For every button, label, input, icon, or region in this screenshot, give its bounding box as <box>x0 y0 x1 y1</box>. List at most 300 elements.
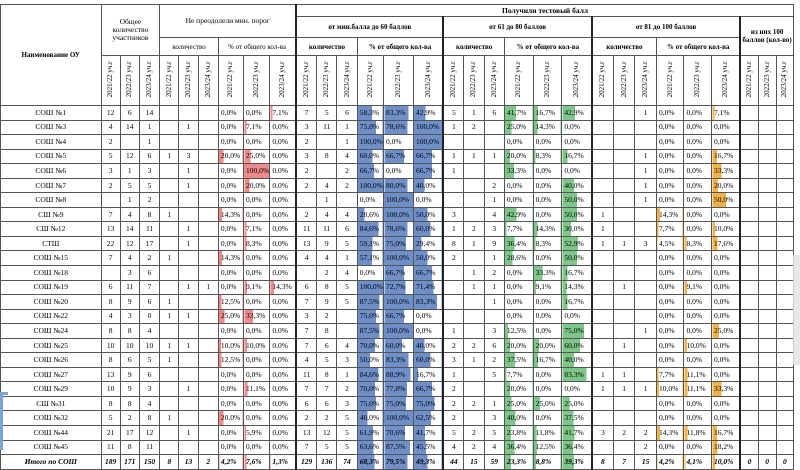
year-label: 2022/23 уч.г <box>693 61 702 98</box>
percent-cell: 0,0% <box>270 411 296 426</box>
percent-cell: 0,0% <box>656 295 684 310</box>
count-cell: 1 <box>484 251 504 266</box>
percent-cell: 25,0% <box>562 396 592 411</box>
percent-cell: 8,3% <box>244 236 270 251</box>
percent-cell: 0,0% <box>270 149 296 164</box>
percent-cell: 17,6% <box>712 236 741 251</box>
count-cell <box>179 251 198 266</box>
percent-cell: 42,9% <box>413 106 443 121</box>
count-cell: 8 <box>592 455 614 470</box>
count-cell <box>198 396 218 411</box>
count-cell <box>592 295 614 310</box>
count-cell <box>776 193 793 208</box>
percent-cell: 0,0% <box>712 411 741 426</box>
percent-cell: 11,1% <box>244 382 270 397</box>
count-cell <box>776 207 793 222</box>
count-cell: 4 <box>337 338 357 353</box>
count-cell <box>613 120 635 135</box>
count-cell: 3 <box>179 149 198 164</box>
count-cell <box>464 251 484 266</box>
year-label: 2023/24 уч.г <box>780 61 789 98</box>
percent-cell: 0,0% <box>656 120 684 135</box>
percent-cell: 0,0% <box>684 295 712 310</box>
count-cell <box>198 236 218 251</box>
school-name: СШ №9 <box>1 207 102 222</box>
count-cell: 14 <box>120 222 139 237</box>
percent-cell: 25,0% <box>244 149 270 164</box>
count-cell: 8 <box>317 280 337 295</box>
percent-cell: 58,3% <box>357 106 383 121</box>
percent-cell: 0,0% <box>218 193 243 208</box>
year-label: 2023/24 уч.г <box>145 61 154 98</box>
count-cell: 2 <box>337 382 357 397</box>
percent-cell: 1,3% <box>270 455 296 470</box>
table-row <box>1 367 794 382</box>
count-cell <box>592 280 614 295</box>
count-cell <box>198 353 218 368</box>
percent-cell: 0,0% <box>533 324 562 339</box>
percent-cell: 28,6% <box>357 207 383 222</box>
percent-cell: 36,4% <box>504 236 533 251</box>
count-cell: 4 <box>120 251 139 266</box>
year-header-y3 <box>635 56 657 106</box>
percent-cell: 60,0% <box>413 353 443 368</box>
count-cell <box>613 193 635 208</box>
count-cell <box>758 164 776 179</box>
table-row <box>1 266 794 281</box>
percent-cell: 66,7% <box>413 382 443 397</box>
year-header-y2 <box>758 56 776 106</box>
count-cell <box>484 164 504 179</box>
count-cell <box>160 426 179 441</box>
count-cell <box>592 338 614 353</box>
percent-cell: 0,0% <box>244 207 270 222</box>
year-label: 2023/24 уч.г <box>203 61 212 98</box>
percent-cell: 0,0% <box>218 120 243 135</box>
percent-cell: 14,3% <box>218 207 243 222</box>
count-cell <box>740 396 758 411</box>
percent-cell: 41,7% <box>504 106 533 121</box>
got-score-header: Получили тестовый балл <box>296 5 793 17</box>
percent-cell: 0,0% <box>712 135 741 150</box>
percent-cell: 0,0% <box>562 120 592 135</box>
percent-cell: 23,8% <box>504 426 533 441</box>
count-cell: 15 <box>635 455 657 470</box>
count-cell: 1 <box>160 353 179 368</box>
percent-cell: 0,0% <box>270 236 296 251</box>
count-cell: 11 <box>101 440 120 455</box>
table-row <box>1 324 794 339</box>
count-cell: 1 <box>592 382 614 397</box>
count-cell <box>613 324 635 339</box>
count-cell: 8 <box>120 396 139 411</box>
count-cell: 9 <box>484 236 504 251</box>
percent-cell: 23,3% <box>504 455 533 470</box>
count-cell <box>613 251 635 266</box>
year-header-y3 <box>198 56 218 106</box>
percent-cell: 33,3% <box>712 382 741 397</box>
percent-cell: 0,0% <box>504 280 533 295</box>
percent-cell: 88,9% <box>384 367 414 382</box>
count-cell: 1 <box>635 382 657 397</box>
count-cell: 8 <box>317 367 337 382</box>
percent-cell: 0,0% <box>684 353 712 368</box>
count-cell: 3 <box>484 222 504 237</box>
count-cell: 1 <box>613 382 635 397</box>
count-cell <box>296 266 316 281</box>
count-cell <box>464 295 484 310</box>
year-header-y3 <box>337 56 357 106</box>
percent-cell: 71,4% <box>413 280 443 295</box>
school-name: СОШ №29 <box>1 382 102 397</box>
count-cell: 7 <box>101 251 120 266</box>
percent-cell: 61,9% <box>357 426 383 441</box>
table-row <box>1 338 794 353</box>
count-cell <box>198 324 218 339</box>
count-cell <box>635 367 657 382</box>
count-cell <box>635 251 657 266</box>
range2-pct-header: % от общего кол-ва <box>504 38 591 56</box>
count-cell <box>776 324 793 339</box>
percent-cell: 0,0% <box>712 251 741 266</box>
year-label: 2021/22 уч.г <box>164 61 173 98</box>
count-cell <box>740 353 758 368</box>
count-cell <box>758 396 776 411</box>
count-cell: 0 <box>139 309 159 324</box>
school-name: СОШ №32 <box>1 411 102 426</box>
count-cell: 12 <box>101 106 120 121</box>
count-cell <box>198 149 218 164</box>
percent-cell: 0,0% <box>656 411 684 426</box>
percent-cell: 0,0% <box>684 309 712 324</box>
count-cell <box>592 106 614 121</box>
count-cell: 1 <box>337 251 357 266</box>
percent-cell: 36,4% <box>562 440 592 455</box>
count-cell: 5 <box>317 353 337 368</box>
count-cell: 6 <box>337 106 357 121</box>
range2-header: от 61 до 80 баллов <box>443 17 591 38</box>
school-name: СОШ №22 <box>1 309 102 324</box>
count-cell <box>179 207 198 222</box>
school-name: СТШ <box>1 236 102 251</box>
percent-cell: 7,6% <box>244 455 270 470</box>
count-cell: 2 <box>296 135 316 150</box>
count-cell: 4 <box>139 396 159 411</box>
count-cell: 8 <box>101 324 120 339</box>
range2-count-header: количество <box>443 38 504 56</box>
count-cell: 2 <box>443 338 463 353</box>
percent-cell: 0,0% <box>504 266 533 281</box>
count-cell: 8 <box>317 324 337 339</box>
count-cell <box>635 353 657 368</box>
year-label: 2021/22 уч.г <box>365 61 374 98</box>
percent-cell: 0,0% <box>270 338 296 353</box>
count-cell: 4 <box>120 207 139 222</box>
percent-cell: 0,0% <box>270 135 296 150</box>
percent-cell: 66,7% <box>413 266 443 281</box>
count-cell: 1 <box>635 324 657 339</box>
percent-cell: 0,0% <box>218 440 243 455</box>
count-cell: 9 <box>120 367 139 382</box>
count-cell <box>776 149 793 164</box>
count-cell <box>635 207 657 222</box>
year-header-y1 <box>296 56 316 106</box>
percent-cell: 16,7% <box>562 149 592 164</box>
count-cell <box>592 309 614 324</box>
count-cell: 4 <box>317 251 337 266</box>
count-cell: 6 <box>296 396 316 411</box>
count-cell: 13 <box>296 426 316 441</box>
percent-cell: 0,0% <box>218 164 243 179</box>
count-cell: 5 <box>317 106 337 121</box>
percent-cell: 7,1% <box>244 222 270 237</box>
school-name: СОШ №45 <box>1 440 102 455</box>
school-name: СОШ №27 <box>1 367 102 382</box>
percent-cell: 84,6% <box>357 367 383 382</box>
percent-cell: 60,0% <box>357 149 383 164</box>
count-cell: 11 <box>296 222 316 237</box>
percent-cell: 100,0% <box>357 280 383 295</box>
count-cell: 5 <box>443 106 463 121</box>
percent-cell: 75,0% <box>413 396 443 411</box>
percent-cell: 4,5% <box>656 236 684 251</box>
year-label: 2022/23 уч.г <box>252 61 261 98</box>
count-cell <box>758 207 776 222</box>
count-cell: 2 <box>464 338 484 353</box>
count-cell: 1 <box>464 236 484 251</box>
count-cell <box>776 295 793 310</box>
percent-cell: 9,1% <box>684 280 712 295</box>
count-cell <box>120 135 139 150</box>
count-cell <box>613 266 635 281</box>
percent-cell: 84,6% <box>357 222 383 237</box>
count-cell <box>160 193 179 208</box>
count-cell: 1 <box>484 193 504 208</box>
percent-cell: 16,7% <box>712 426 741 441</box>
school-name: СОШ №24 <box>1 324 102 339</box>
count-cell <box>740 135 758 150</box>
percent-cell: 0,0% <box>270 120 296 135</box>
year-label: 2022/23 уч.г <box>469 61 478 98</box>
percent-cell: 0,0% <box>270 178 296 193</box>
count-cell <box>740 411 758 426</box>
percent-cell: 0,0% <box>413 309 443 324</box>
school-name: СОШ №5 <box>1 149 102 164</box>
percent-cell: 41,7% <box>413 426 443 441</box>
percent-cell: 66,7% <box>384 266 414 281</box>
count-cell <box>740 193 758 208</box>
count-cell: 17 <box>139 236 159 251</box>
count-cell: 2 <box>317 309 337 324</box>
count-cell: 1 <box>160 338 179 353</box>
count-cell: 3 <box>101 164 120 179</box>
count-cell: 1 <box>139 120 159 135</box>
table-row <box>1 207 794 222</box>
count-cell: 7 <box>139 280 159 295</box>
count-cell <box>198 251 218 266</box>
percent-cell: 0,0% <box>244 135 270 150</box>
count-cell: 1 <box>160 411 179 426</box>
count-cell <box>198 222 218 237</box>
count-cell: 150 <box>139 455 159 470</box>
count-cell: 8 <box>317 149 337 164</box>
count-cell <box>740 178 758 193</box>
percent-cell: 0,0% <box>270 251 296 266</box>
count-cell: 1 <box>160 251 179 266</box>
table-row <box>1 309 794 324</box>
count-cell: 6 <box>484 338 504 353</box>
table-row <box>1 193 794 208</box>
count-cell <box>317 164 337 179</box>
count-cell: 1 <box>160 295 179 310</box>
percent-cell: 0,0% <box>712 309 741 324</box>
count-cell <box>160 236 179 251</box>
percent-cell: 87,5% <box>357 324 383 339</box>
percent-cell: 0,0% <box>218 396 243 411</box>
count-cell <box>635 411 657 426</box>
percent-cell: 14,3% <box>533 222 562 237</box>
percent-cell: 72,7% <box>384 280 414 295</box>
count-cell <box>592 411 614 426</box>
count-cell: 2 <box>296 207 316 222</box>
range3-pct-header: % от общего кол-ва <box>656 38 740 56</box>
count-cell: 3 <box>139 382 159 397</box>
percent-cell: 42,9% <box>504 207 533 222</box>
percent-cell: 10,0% <box>712 222 741 237</box>
percent-cell: 0,0% <box>244 251 270 266</box>
count-cell: 7 <box>296 106 316 121</box>
table-row <box>1 382 794 397</box>
count-cell: 8 <box>139 411 159 426</box>
count-cell: 1 <box>179 338 198 353</box>
percent-cell: 0,0% <box>656 338 684 353</box>
count-cell <box>464 411 484 426</box>
percent-cell: 0,0% <box>504 309 533 324</box>
count-cell: 12 <box>120 149 139 164</box>
count-cell: 10 <box>101 338 120 353</box>
percent-cell: 75,0% <box>562 324 592 339</box>
year-label: 2023/24 уч.г <box>278 61 287 98</box>
count-cell: 6 <box>120 353 139 368</box>
percent-cell: 0,0% <box>684 266 712 281</box>
count-cell <box>101 266 120 281</box>
year-label: 2021/22 уч.г <box>665 61 674 98</box>
percent-cell: 36,4% <box>504 440 533 455</box>
percent-cell: 100,0% <box>244 164 270 179</box>
percent-cell: 78,6% <box>384 222 414 237</box>
percent-cell: 75,0% <box>357 396 383 411</box>
percent-cell: 0,0% <box>218 135 243 150</box>
count-cell <box>592 120 614 135</box>
count-cell <box>776 396 793 411</box>
percent-cell: 0,0% <box>270 193 296 208</box>
not-passed-header: Не преодолели мин. порог <box>160 5 296 38</box>
count-cell <box>758 106 776 121</box>
year-label: 2022/23 уч.г <box>394 61 402 98</box>
percent-cell: 50,0% <box>712 193 741 208</box>
percent-cell: 0,0% <box>562 135 592 150</box>
count-cell <box>635 280 657 295</box>
count-cell: 4 <box>337 207 357 222</box>
year-label: 2022/23 уч.г <box>762 61 771 98</box>
table-header <box>1 5 794 106</box>
school-name: СОШ №3 <box>1 120 102 135</box>
percent-cell: 4,2% <box>656 455 684 470</box>
year-header-y2 <box>120 56 139 106</box>
count-cell: 13 <box>101 367 120 382</box>
count-cell <box>484 309 504 324</box>
count-cell <box>613 295 635 310</box>
count-cell: 1 <box>179 120 198 135</box>
count-cell <box>198 426 218 441</box>
count-cell: 1 <box>160 149 179 164</box>
percent-cell: 0,0% <box>656 353 684 368</box>
percent-cell: 0,0% <box>218 280 243 295</box>
count-cell: 1 <box>613 280 635 295</box>
count-cell <box>179 324 198 339</box>
percent-cell: 0,0% <box>270 309 296 324</box>
count-cell: 1 <box>120 193 139 208</box>
percent-cell: 68,3% <box>357 455 383 470</box>
count-cell <box>776 164 793 179</box>
count-cell: 9 <box>317 295 337 310</box>
count-cell: 1 <box>179 309 198 324</box>
count-cell: 2 <box>198 455 218 470</box>
year-header-y1 <box>443 56 463 106</box>
count-cell: 2 <box>443 396 463 411</box>
count-cell: 2 <box>484 266 504 281</box>
count-cell <box>776 106 793 121</box>
count-cell <box>160 324 179 339</box>
count-cell: 4 <box>317 178 337 193</box>
percent-cell: 40,0% <box>562 178 592 193</box>
count-cell <box>198 106 218 121</box>
count-cell <box>443 266 463 281</box>
count-cell <box>179 411 198 426</box>
count-cell <box>160 367 179 382</box>
count-cell: 3 <box>120 266 139 281</box>
year-label: 2022/23 уч.г <box>322 61 331 98</box>
year-header-y1 <box>504 56 533 106</box>
count-cell <box>758 222 776 237</box>
percent-cell: 20,0% <box>218 411 243 426</box>
count-cell <box>464 309 484 324</box>
right-scrollbar[interactable] <box>793 255 800 365</box>
count-cell <box>160 222 179 237</box>
percent-cell: 78,6% <box>384 120 414 135</box>
count-cell <box>776 222 793 237</box>
percent-cell: 20,0% <box>533 338 562 353</box>
count-cell: 1 <box>317 193 337 208</box>
percent-cell: 0,0% <box>270 207 296 222</box>
percent-cell: 29,4% <box>413 236 443 251</box>
count-cell: 13 <box>296 236 316 251</box>
count-cell: 2 <box>317 266 337 281</box>
count-cell: 2 <box>635 440 657 455</box>
percent-cell: 0,0% <box>244 193 270 208</box>
count-cell <box>613 106 635 121</box>
percent-cell: 39,3% <box>562 455 592 470</box>
count-cell <box>198 193 218 208</box>
percent-cell: 0,0% <box>656 266 684 281</box>
percent-cell: 11,1% <box>684 382 712 397</box>
count-cell <box>740 207 758 222</box>
percent-cell: 12,5% <box>218 295 243 310</box>
percent-cell: 40,0% <box>504 411 533 426</box>
year-header-y2 <box>244 56 270 106</box>
count-cell: 8 <box>101 295 120 310</box>
count-cell <box>740 382 758 397</box>
